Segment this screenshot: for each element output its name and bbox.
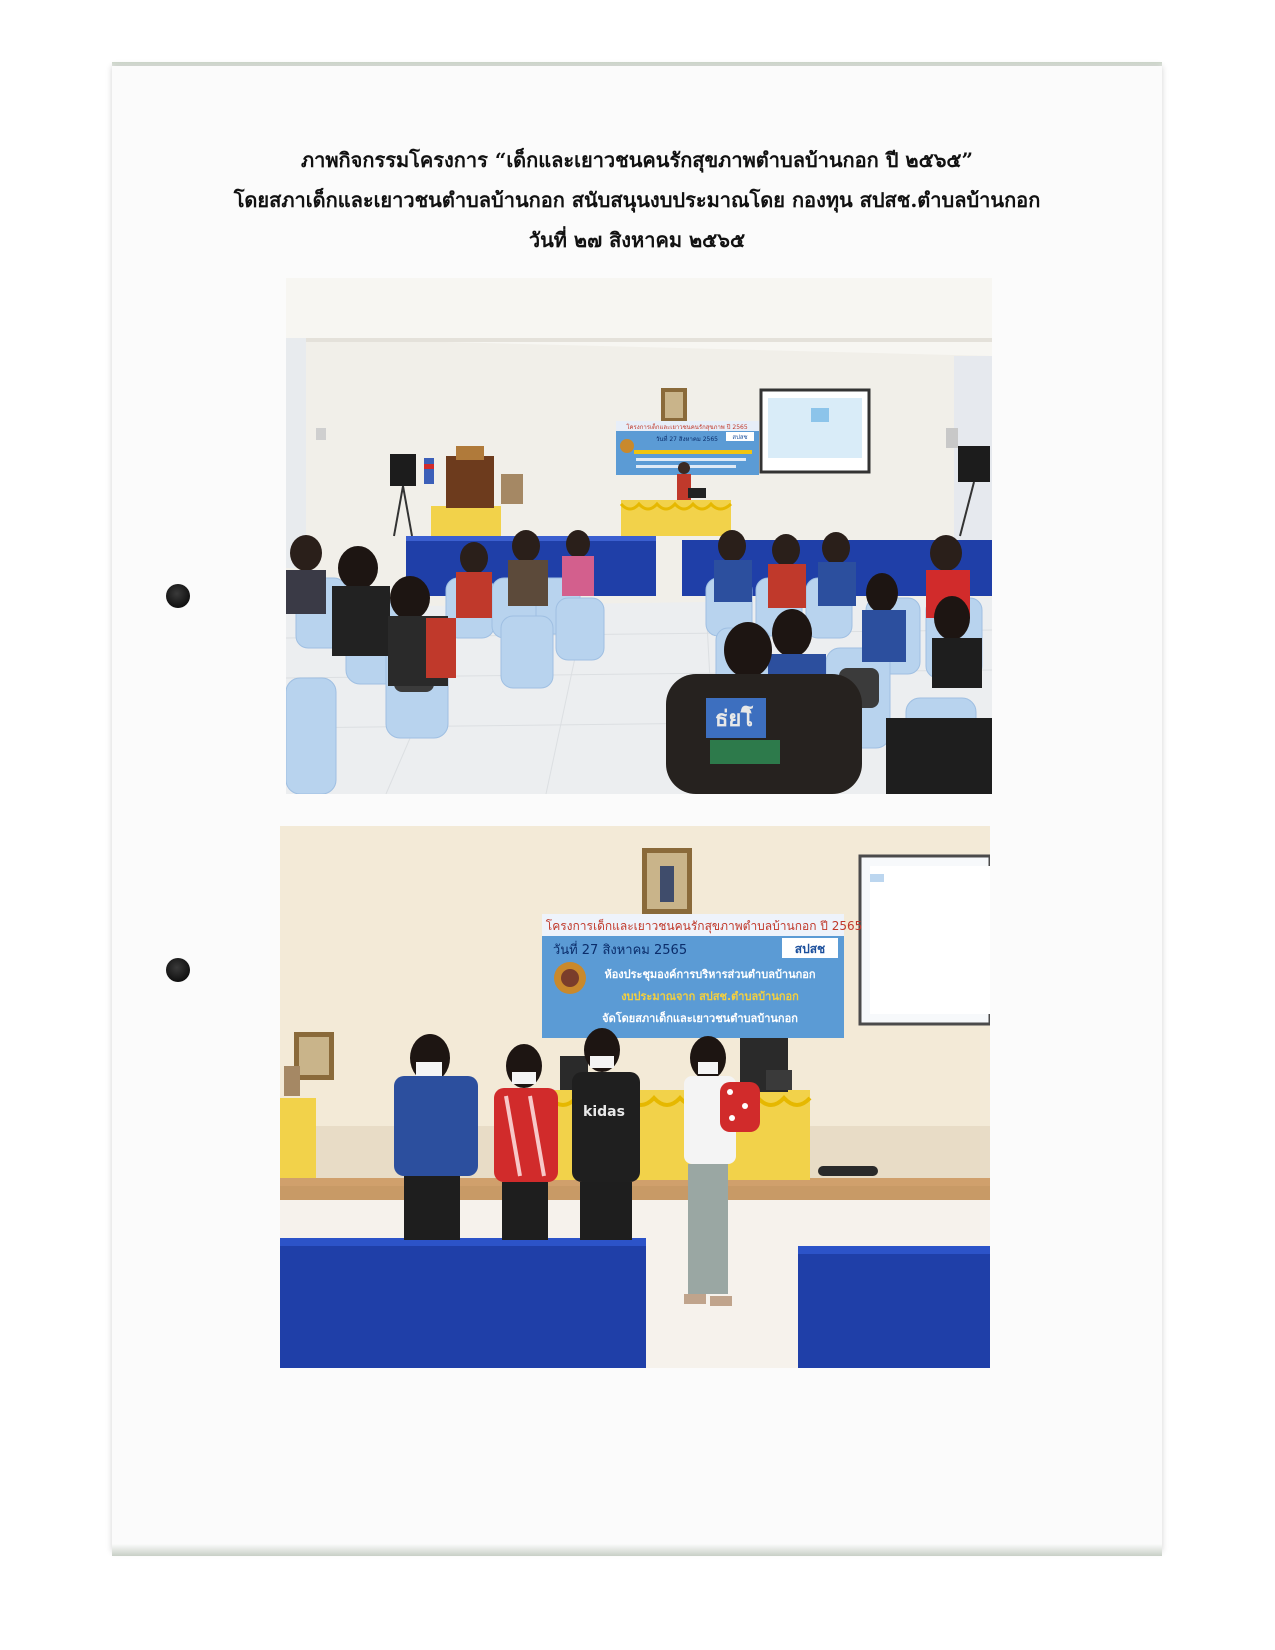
photo1-banner-line2: วันที่ 27 สิงหาคม 2565 bbox=[656, 436, 718, 443]
photo-stage bbox=[280, 826, 990, 1368]
photo2-banner-logo: สปสช bbox=[794, 942, 826, 956]
photo-audience bbox=[286, 278, 992, 794]
photo-audience-image bbox=[286, 278, 992, 794]
photo2-banner bbox=[542, 914, 862, 1038]
photo2-banner-date: วันที่ 27 สิงหาคม 2565 bbox=[552, 943, 688, 958]
photo1-banner-logo: สปสช bbox=[732, 434, 748, 441]
punch-hole-top bbox=[166, 584, 190, 608]
photo2-banner-line3: ห้องประชุมองค์การบริหารส่วนตำบลบ้านกอก bbox=[604, 968, 816, 981]
photo2-banner-title: โครงการเด็กและเยาวชนคนรักสุขภาพตำบลบ้านกอก ปี 2565 bbox=[545, 919, 863, 933]
header-line-3: วันที่ ๒๗ สิงหาคม ๒๕๖๕ bbox=[528, 228, 746, 252]
shirt-text: kidas bbox=[583, 1104, 625, 1120]
photo-stage-image bbox=[280, 826, 990, 1368]
paper-bottom-edge bbox=[112, 1544, 1162, 1556]
svg-text:ธ่ยโิ: ธ่ยโิ bbox=[714, 707, 754, 732]
photo2-banner-line4: งบประมาณจาก สปสช.ตำบลบ้านกอก bbox=[621, 990, 799, 1003]
punch-hole-bottom bbox=[166, 958, 190, 982]
photo2-banner-line5: จัดโดยสภาเด็กและเยาวชนตำบลบ้านกอก bbox=[602, 1012, 798, 1025]
header-line-1: ภาพกิจกรรมโครงการ “เด็กและเยาวชนคนรักสุขภาพตำบลบ้านกอก ปี ๒๕๖๕” bbox=[300, 148, 974, 172]
photo1-banner-line1: โครงการเด็กและเยาวชนคนรักสุขภาพ ปี 2565 bbox=[626, 424, 748, 431]
document-header bbox=[112, 140, 1162, 260]
header-line-2: โดยสภาเด็กและเยาวชนตำบลบ้านกอก สนับสนุนงบประมาณโดย กองทุน สปสช.ตำบลบ้านกอก bbox=[233, 188, 1041, 212]
